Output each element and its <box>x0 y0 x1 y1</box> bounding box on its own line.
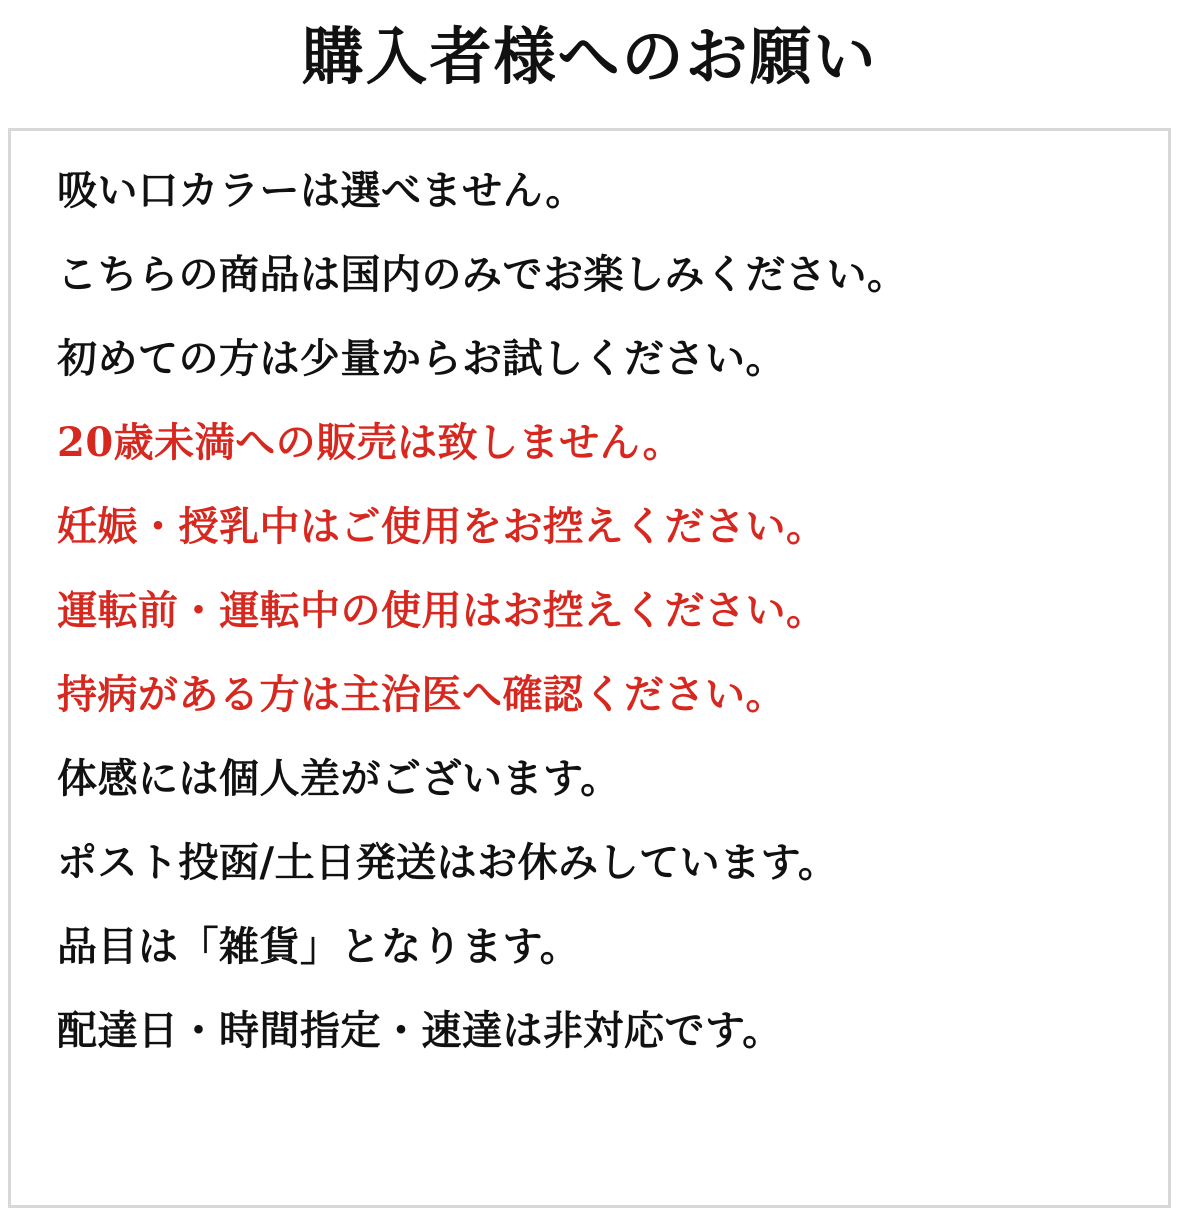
list-item: 体感には個人差がございます。 <box>57 755 621 802</box>
list-item: 持病がある方は主治医へ確認ください。 <box>57 671 786 718</box>
notice-list <box>57 167 1122 1054</box>
notice-box <box>8 128 1171 1208</box>
list-item: 妊娠・授乳中はご使用をお控えください。 <box>57 503 827 550</box>
list-item: 配達日・時間指定・速達は非対応です。 <box>57 1007 783 1054</box>
list-item: ポスト投函/土日発送はお休みしています。 <box>57 839 839 886</box>
list-item: こちらの商品は国内のみでお楽しみください。 <box>57 251 908 298</box>
list-item: 初めての方は少量からお試しください。 <box>57 335 786 382</box>
list-item: 品目は「雑貨」となります。 <box>57 923 581 970</box>
page-title: 購入者様へのお願い <box>301 20 878 93</box>
list-item: 運転前・運転中の使用はお控えください。 <box>57 587 827 634</box>
list-item: 吸い口カラーは選べません。 <box>57 167 586 214</box>
list-item: 20歳未満への販売は致しません。 <box>57 419 684 466</box>
